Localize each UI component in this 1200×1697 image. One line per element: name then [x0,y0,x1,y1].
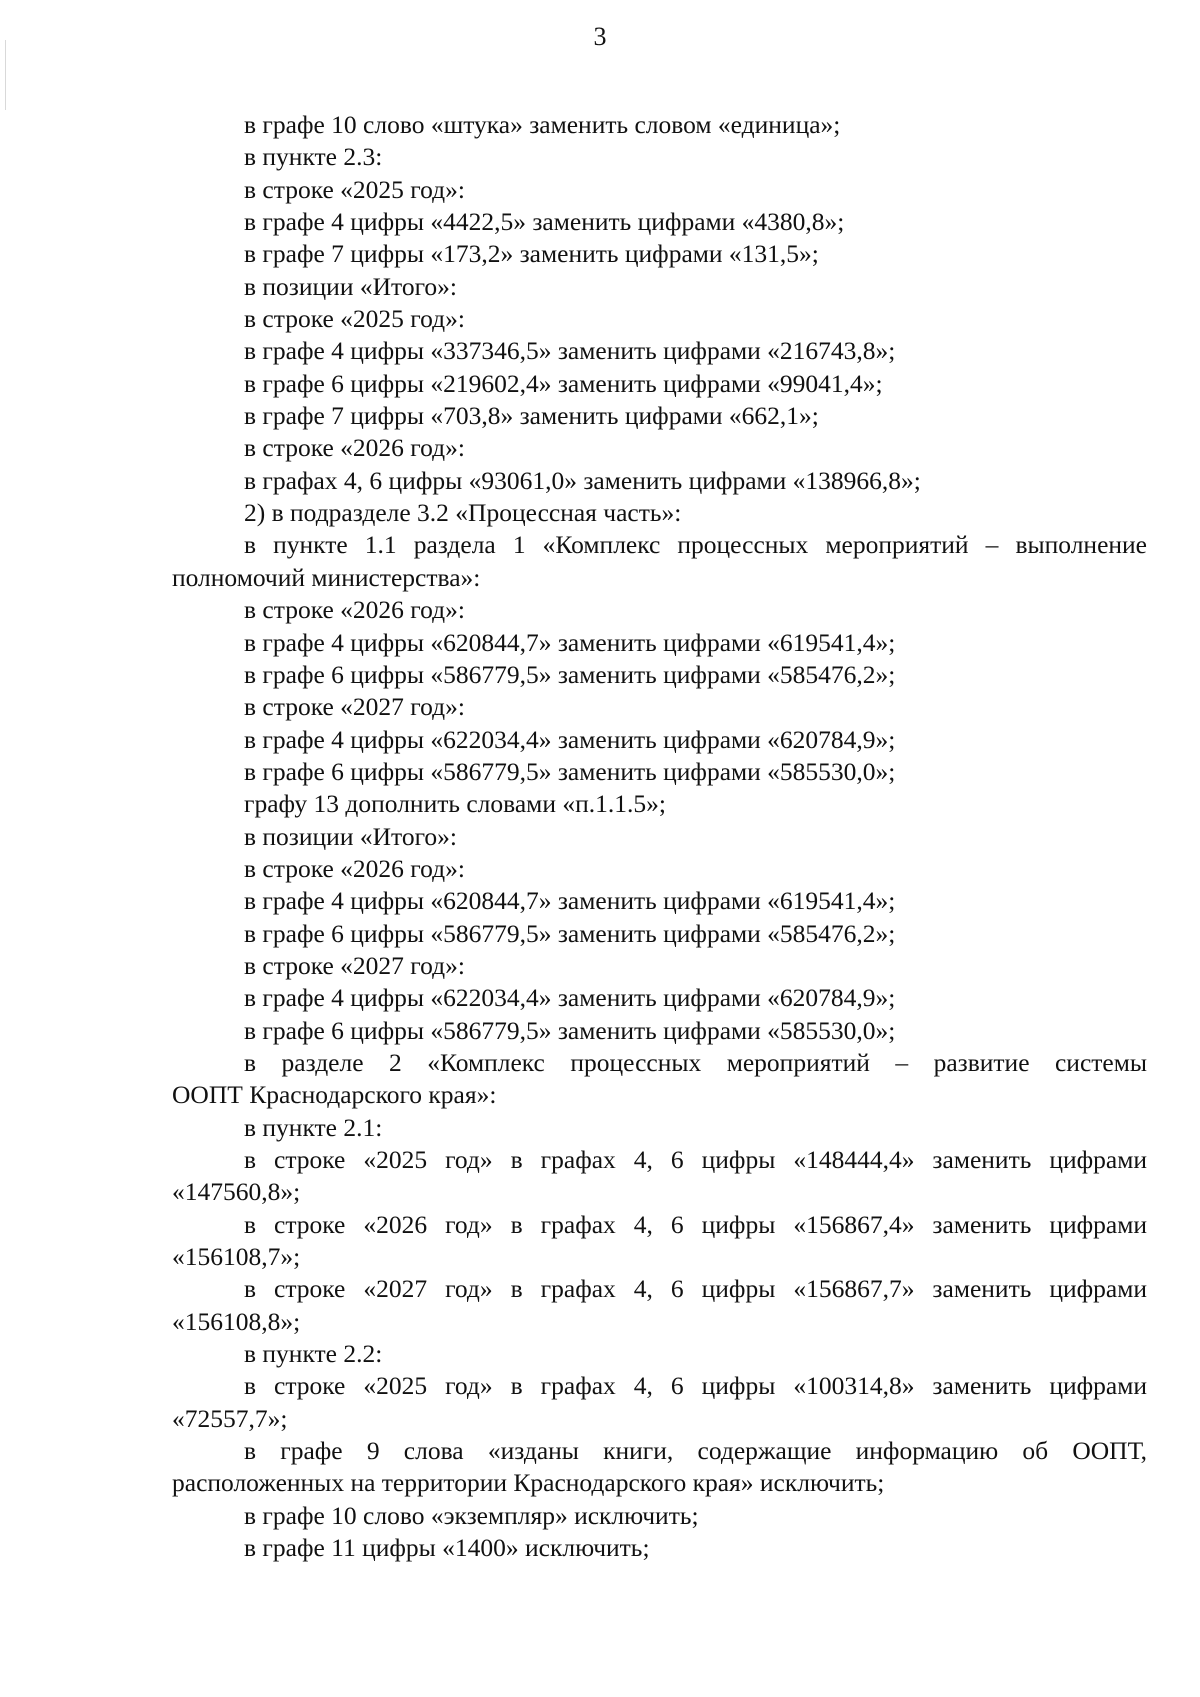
text-line: в строке «2025 год»: [244,174,465,204]
text-line: «156108,8»; [172,1306,301,1336]
text-line: в графе 6 цифры «586779,5» заменить цифрами «585476,2»; [244,918,896,948]
text-line: в позиции «Итого»: [244,271,457,301]
document-body [172,109,1147,1564]
text-line: в графе 6 цифры «219602,4» заменить цифрами «99041,4»; [244,368,883,398]
text-line: в графах 4, 6 цифры «93061,0» заменить цифрами «138966,8»; [244,465,921,495]
text-line: в строке «2026 год» в графах 4, 6 цифры «156867,4» заменить цифрами [244,1209,1147,1239]
text-line: в графе 7 цифры «173,2» заменить цифрами «131,5»; [244,239,819,269]
page-number: 3 [593,22,607,51]
text-line: в строке «2027 год» в графах 4, 6 цифры «156867,7» заменить цифрами [244,1274,1147,1304]
text-line: в пункте 2.1: [244,1112,383,1142]
text-line: в графе 6 цифры «586779,5» заменить цифрами «585530,0»; [244,756,896,786]
text-line: в графе 6 цифры «586779,5» заменить цифрами «585476,2»; [244,659,896,689]
text-line: в графе 7 цифры «703,8» заменить цифрами «662,1»; [244,401,819,431]
text-line: полномочий министерства»: [172,562,481,592]
text-line: графу 13 дополнить словами «п.1.1.5»; [244,789,666,819]
text-line: «72557,7»; [172,1403,288,1433]
text-line: в графе 4 цифры «4422,5» заменить цифрами «4380,8»; [244,207,845,237]
text-line: в графе 4 цифры «337346,5» заменить цифрами «216743,8»; [244,336,896,366]
text-line: в графе 10 слово «экземпляр» исключить; [244,1500,699,1530]
text-line: в строке «2026 год»: [244,853,465,883]
text-line: в графе 4 цифры «620844,7» заменить цифрами «619541,4»; [244,627,896,657]
text-line: в пункте 2.3: [244,142,383,172]
text-line: в графе 6 цифры «586779,5» заменить цифрами «585530,0»; [244,1015,896,1045]
text-line: в графе 4 цифры «622034,4» заменить цифрами «620784,9»; [244,724,896,754]
text-line: в позиции «Итого»: [244,821,457,851]
text-line: в графе 10 слово «штука» заменить словом «единица»; [244,110,841,139]
text-line: в графе 11 цифры «1400» исключить; [244,1533,650,1563]
text-line: «156108,7»; [172,1242,301,1272]
text-line: в графе 9 слова «изданы книги, содержащие информацию об ООПТ, [244,1436,1147,1466]
text-line: в строке «2025 год» в графах 4, 6 цифры «148444,4» заменить цифрами [244,1145,1147,1174]
text-line: 2) в подразделе 3.2 «Процессная часть»: [244,498,682,528]
text-line: «147560,8»; [172,1177,301,1207]
text-line: в графе 4 цифры «622034,4» заменить цифрами «620784,9»; [244,983,896,1013]
text-line: в строке «2025 год» в графах 4, 6 цифры «100314,8» заменить цифрами [244,1371,1147,1401]
text-line: в строке «2027 год»: [244,950,465,980]
text-line: ООПТ Краснодарского края»: [172,1080,497,1110]
text-line: расположенных на территории Краснодарского края» исключить; [172,1468,885,1498]
text-line: в пункте 2.2: [244,1339,383,1369]
text-line: в строке «2025 год»: [244,304,465,334]
text-line: в строке «2026 год»: [244,595,465,625]
text-line: в графе 4 цифры «620844,7» заменить цифрами «619541,4»; [244,886,896,916]
text-line: в пункте 1.1 раздела 1 «Комплекс процессных мероприятий – выполнение [244,530,1147,560]
text-line: в разделе 2 «Комплекс процессных мероприятий – развитие системы [244,1047,1147,1077]
text-line: в строке «2027 год»: [244,692,465,722]
text-line: в строке «2026 год»: [244,433,465,463]
